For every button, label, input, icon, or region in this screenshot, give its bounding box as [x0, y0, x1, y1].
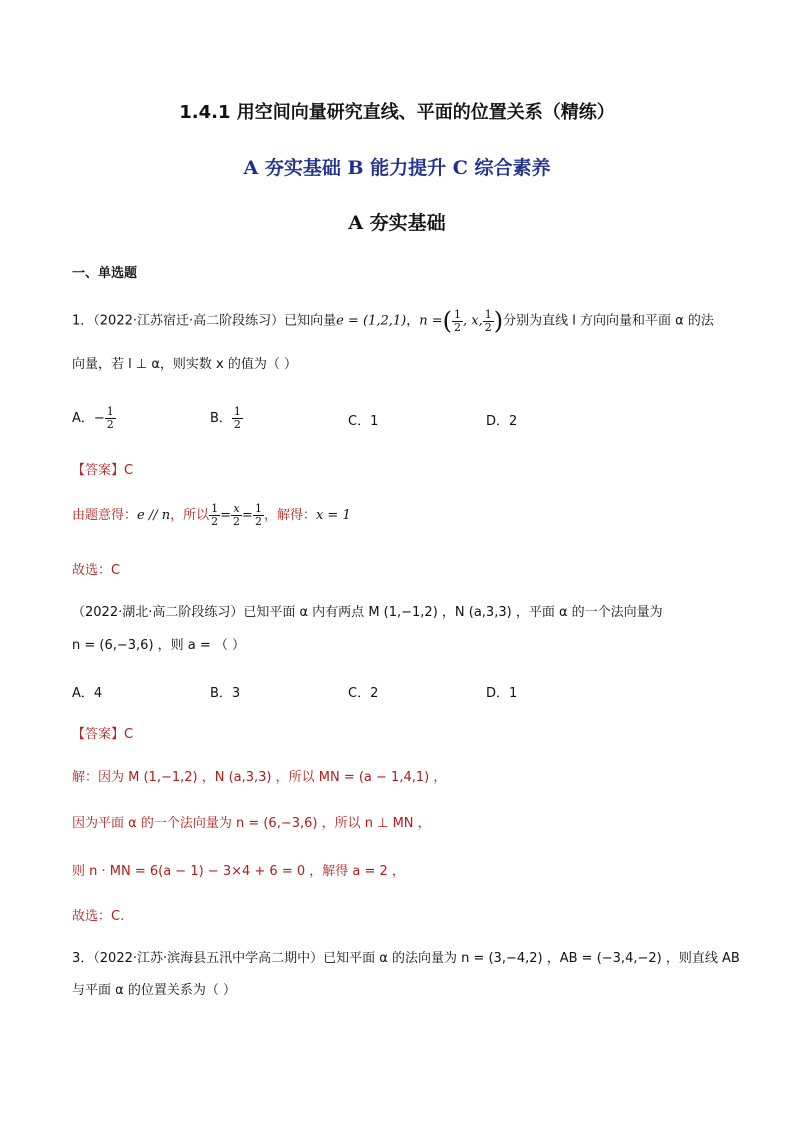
numerator: 1: [254, 502, 262, 515]
answer-2: [72, 723, 133, 742]
denominator: 2: [211, 515, 219, 528]
option-b: [210, 406, 243, 431]
solution-1: [72, 503, 351, 528]
numerator: 1: [106, 405, 114, 418]
option-d: D．1: [486, 686, 518, 701]
fraction: [253, 503, 264, 528]
option-d: D．2: [486, 414, 518, 429]
denominator: 2: [106, 418, 114, 431]
answer-label: 【答案】: [72, 463, 125, 478]
page-title: 1.4.1 用空间向量研究直线、平面的位置关系（精练）: [179, 102, 615, 123]
question-3-line-1: 3．（2022·江苏·滨海县五汛中学高二期中）已知平面 α 的法向量为 n = (3,−4,2) ，AB = (−3,4,−2) ，则直线 AB: [72, 951, 740, 966]
fraction: [231, 503, 242, 528]
option-c: C．2: [348, 686, 379, 701]
choice-2: 故选：C.: [72, 909, 125, 924]
numerator: 1: [211, 502, 219, 515]
numerator: 1: [454, 307, 462, 321]
fraction-b: [483, 309, 494, 334]
section-heading: A 夯实基础: [348, 212, 446, 234]
solution-2-line-1: 解：因为 M (1,−1,2) ，N (a,3,3) ，所以 MN = (a − 1,4,1) ，: [72, 770, 447, 785]
option-label: A．−: [72, 411, 105, 426]
answer-value: C: [124, 727, 134, 742]
equals-sign: =: [220, 508, 232, 523]
solution-2-line-2: 因为平面 α 的一个法向量为 n = (6,−3,6) ，所以 n ⊥ MN ，: [72, 816, 431, 831]
option-c: C．1: [348, 414, 379, 429]
equals-sign: =: [242, 508, 253, 523]
solution-text: 由题意得：: [72, 508, 138, 523]
numerator: x: [231, 503, 242, 516]
solution-text: ，解得：: [263, 508, 316, 523]
numerator: 1: [233, 405, 241, 418]
comma: ，: [406, 313, 420, 329]
solution-result: x = 1: [315, 508, 351, 523]
vector-e: e = (1,2,1): [336, 313, 407, 329]
question-number: 1．: [72, 313, 94, 329]
part-heading: 一、单选题: [72, 266, 138, 281]
vector-n-label: n =: [419, 313, 443, 329]
question-1-line-2: 向量，若 l ⊥ α，则实数 x 的值为（ ）: [72, 357, 297, 372]
choice-1: 故选：C: [72, 563, 121, 578]
option-a: A．4: [72, 686, 103, 701]
fraction: [209, 503, 220, 528]
question-text: （2022·江苏宿迁·高二阶段练习）已知向量: [93, 313, 337, 329]
question-2-line-2: n = (6,−3,6) ，则 a = （ ）: [72, 638, 246, 653]
denominator: 2: [254, 515, 262, 528]
question-3-line-2: 与平面 α 的位置关系为（ ）: [72, 983, 236, 998]
denominator: 2: [454, 320, 462, 334]
question-1-line-1: [72, 307, 714, 335]
denominator: 2: [233, 418, 241, 431]
option-label: B．: [210, 411, 232, 426]
question-text: 分别为直线 l 方向向量和平面 α 的法: [503, 313, 714, 329]
page-subtitle: A 夯实基础 B 能力提升 C 综合素养: [243, 157, 551, 179]
fraction-a: [452, 309, 463, 334]
answer-value: C: [124, 463, 134, 478]
solution-text: ，所以: [170, 508, 210, 523]
paren-open: (: [442, 307, 453, 335]
paren-close: ): [493, 307, 504, 335]
fraction: [105, 406, 116, 431]
solution-2-line-3: 则 n · MN = 6(a − 1) − 3×4 + 6 = 0 ，解得 a = 2 ，: [72, 864, 405, 879]
vector-middle: , x,: [463, 313, 483, 329]
option-b: B．3: [210, 686, 241, 701]
answer-1: [72, 459, 133, 478]
denominator: 2: [233, 515, 241, 528]
fraction: [232, 406, 243, 431]
option-a: [72, 406, 116, 431]
numerator: 1: [484, 307, 492, 321]
parallel-expression: e // n: [137, 508, 171, 523]
answer-label: 【答案】: [72, 727, 125, 742]
question-2-line-1: （2022·湖北·高二阶段练习）已知平面 α 内有两点 M (1,−1,2) ，N (a,3,3) ，平面 α 的一个法向量为: [72, 605, 663, 620]
denominator: 2: [484, 320, 492, 334]
